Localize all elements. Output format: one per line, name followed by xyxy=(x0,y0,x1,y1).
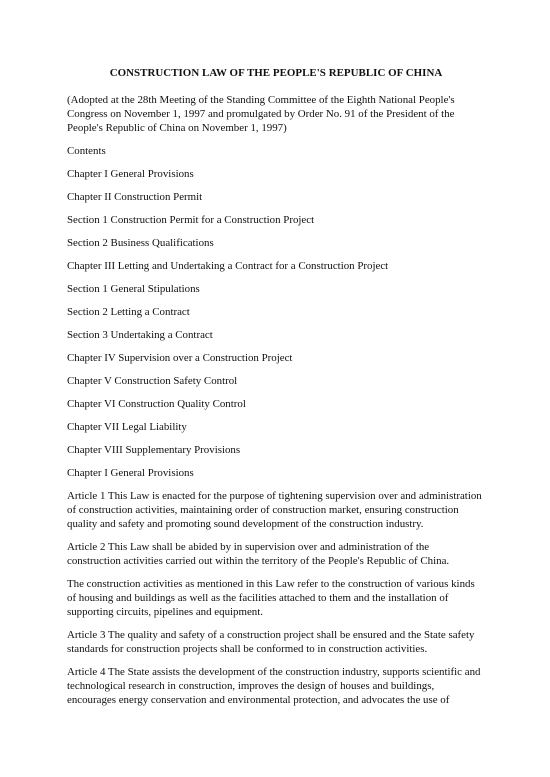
document-body xyxy=(67,66,485,716)
toc-item: Section 2 Letting a Contract xyxy=(67,306,190,318)
toc-item: Chapter VI Construction Quality Control xyxy=(67,398,246,410)
toc-item: Chapter III Letting and Undertaking a Contract for a Construction Project xyxy=(67,260,389,272)
toc-item: Chapter IV Supervision over a Construction Project xyxy=(67,352,293,364)
document-title: CONSTRUCTION LAW OF THE PEOPLE'S REPUBLIC OF CHINA xyxy=(109,67,443,79)
toc-item: Chapter VIII Supplementary Provisions xyxy=(67,444,241,456)
table-of-contents xyxy=(67,167,485,457)
toc-item: Chapter I General Provisions xyxy=(67,168,194,180)
toc-item: Chapter VII Legal Liability xyxy=(67,421,187,433)
article-paragraph: Article 1 This Law is enacted for the purpose of tightening supervision over and administration of construction activities, maintaining order of construction market, ensuring construction quality and safety and promoting sound development of the construction industry. xyxy=(67,490,482,530)
article-paragraph: Article 4 The State assists the development of the construction industry, supports scientific and technological research in construction, improves the design of houses and buildings, encourages energy conservation and environmental protection, and advocates the use of xyxy=(67,666,481,706)
toc-item: Section 2 Business Qualifications xyxy=(67,237,214,249)
article-paragraph: Article 3 The quality and safety of a construction project shall be ensured and the State safety standards for construction projects shall be conformed to in construction activities. xyxy=(67,629,475,655)
chapter-heading: Chapter I General Provisions xyxy=(67,467,194,479)
toc-item: Section 3 Undertaking a Contract xyxy=(67,329,213,341)
adoption-note: (Adopted at the 28th Meeting of the Standing Committee of the Eighth National People's Congress on November 1, 1997 and promulgated by Order No. 91 of the President of the People's Republic of China on November 1, 1997) xyxy=(67,94,455,134)
toc-item: Section 1 General Stipulations xyxy=(67,283,200,295)
toc-item: Chapter II Construction Permit xyxy=(67,191,203,203)
toc-item: Chapter V Construction Safety Control xyxy=(67,375,238,387)
toc-item: Section 1 Construction Permit for a Construction Project xyxy=(67,214,315,226)
article-paragraph: Article 2 This Law shall be abided by in supervision over and administration of the construction activities carried out within the territory of the People's Republic of China. xyxy=(67,541,450,567)
article-paragraph: The construction activities as mentioned in this Law refer to the construction of various kinds of housing and buildings as well as the facilities attached to them and the installation of supporting circuits, pipelines and equipment. xyxy=(67,578,475,618)
contents-heading: Contents xyxy=(67,145,106,157)
